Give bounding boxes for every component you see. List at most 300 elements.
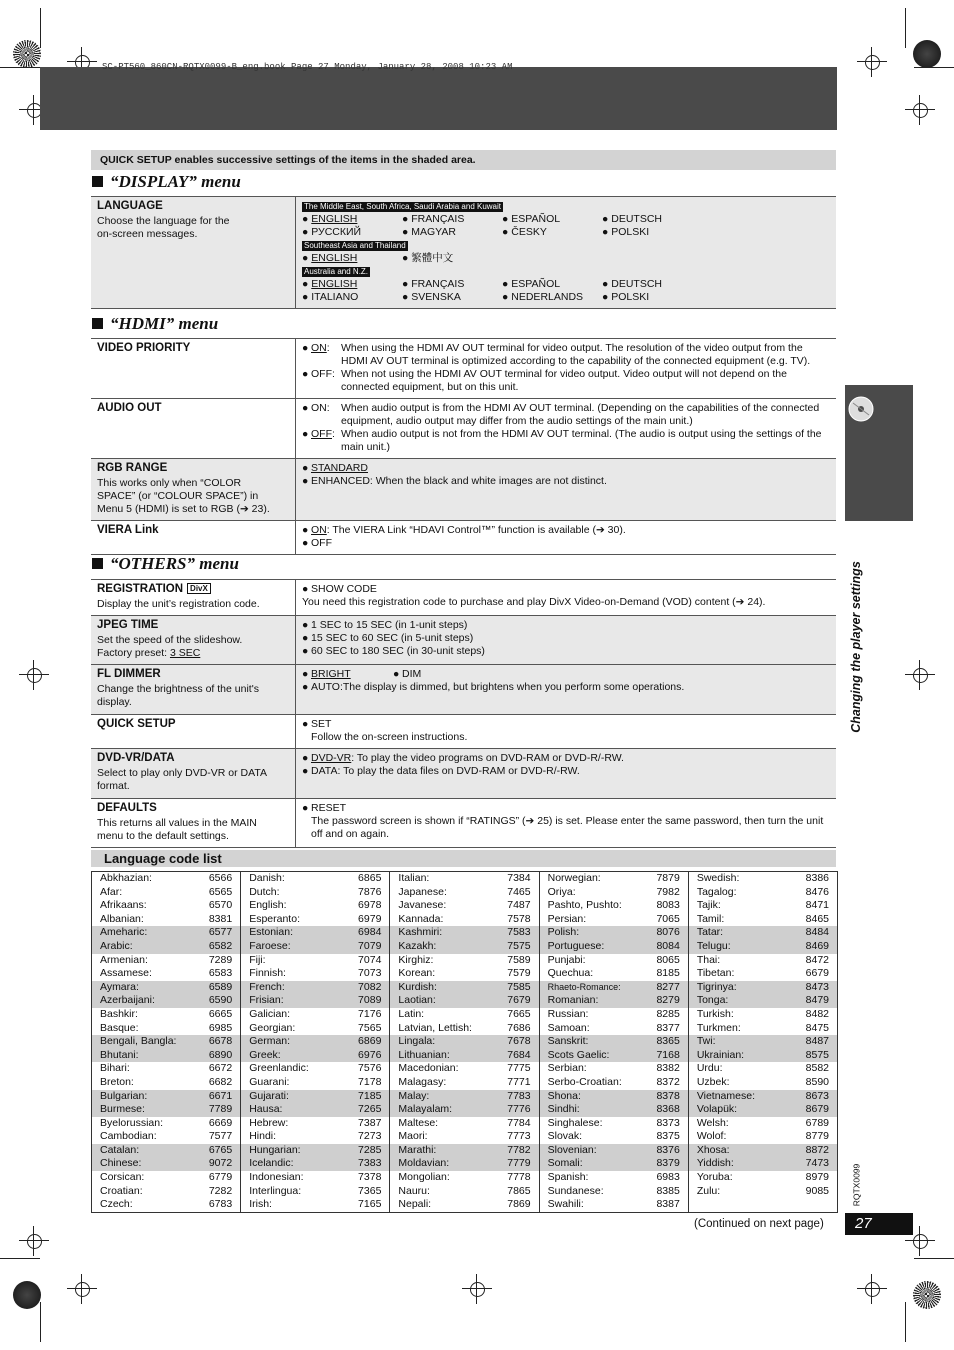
- language-code-row: [92, 1076, 240, 1090]
- language-code-row: [390, 1035, 538, 1049]
- language-name: Welsh:: [696, 1116, 729, 1129]
- language-code: 7378: [358, 1171, 382, 1184]
- language-name: Xhosa:: [696, 1143, 730, 1156]
- audio-out-label: AUDIO OUT: [97, 402, 162, 414]
- language-name: Abkhazian:: [100, 872, 152, 884]
- language-code: 6869: [358, 1035, 382, 1048]
- rgb-range-desc: This works only when “COLOR SPACE” (or “COLOUR SPACE”) in Menu 5 (HDMI) is set to RGB (➔ 23).: [97, 477, 270, 515]
- language-name: Gujarati:: [249, 1089, 289, 1102]
- language-name: Shona:: [547, 1089, 581, 1102]
- language-code: 7879: [656, 872, 680, 884]
- table-row: [91, 197, 836, 309]
- language-code-row: [540, 1157, 688, 1171]
- language-code-column: [92, 872, 241, 1212]
- language-code: 7487: [507, 899, 531, 912]
- quick-setup-label: QUICK SETUP: [97, 718, 176, 730]
- language-code: 6984: [358, 926, 382, 939]
- language-code-row: [689, 913, 837, 927]
- language-name: Tagalog:: [696, 885, 737, 898]
- others-menu-title: “OTHERS” menu: [92, 554, 239, 574]
- language-code: 6976: [358, 1048, 382, 1061]
- table-row: VIERA Link ● ON: The VIERA Link “HDAVI Control™” function is available (➔ 30). ● OFF: [91, 521, 836, 555]
- crosshair-mark-icon: [857, 1274, 887, 1304]
- language-code: 8472: [805, 953, 830, 966]
- language-code: 8385: [656, 1184, 680, 1197]
- language-code: 8779: [805, 1130, 830, 1143]
- language-code: 8379: [656, 1157, 680, 1170]
- language-name: Nauru:: [398, 1184, 430, 1197]
- language-code-row: [241, 1157, 389, 1171]
- crop-mark: [914, 67, 954, 68]
- language-code: 8575: [805, 1048, 830, 1061]
- language-code-row: [540, 1035, 688, 1049]
- crosshair-mark-icon: [905, 660, 935, 690]
- language-code: 8277: [656, 980, 680, 993]
- language-code: 7876: [358, 885, 382, 898]
- language-code-row: [92, 926, 240, 940]
- language-code-row: [390, 899, 538, 913]
- dvd-vr-data-label: DVD-VR/DATA: [97, 752, 175, 764]
- language-code-row: [92, 1117, 240, 1131]
- language-code: 7383: [358, 1157, 382, 1170]
- language-code: 8375: [656, 1130, 680, 1143]
- language-code: 8484: [805, 926, 830, 939]
- language-code-row: [540, 1198, 688, 1212]
- divx-badge: DivX: [187, 583, 211, 594]
- table-row: JPEG TIME Set the speed of the slideshow. Factory preset: 3 SEC ● 1 SEC to 15 SEC (in 1-unit steps) ● 15 SEC to 60 SEC (in 5-unit steps) ● 60 SEC to 180 SEC (in 30-unit steps): [91, 616, 836, 665]
- language-name: Wolof:: [696, 1130, 727, 1143]
- language-code: 7168: [656, 1048, 680, 1061]
- language-code-row: [689, 872, 837, 886]
- language-code-row: [241, 1198, 389, 1212]
- language-name: French:: [249, 980, 285, 993]
- language-name: Swahili:: [547, 1198, 584, 1211]
- language-code: 7982: [656, 885, 680, 898]
- language-name: Guarani:: [249, 1075, 290, 1088]
- language-code-column: [241, 872, 390, 1212]
- language-name: Swedish:: [696, 872, 740, 884]
- language-code-row: [540, 1185, 688, 1199]
- language-name: Afar:: [100, 885, 123, 898]
- language-code: 8475: [805, 1021, 830, 1034]
- language-code-row: [540, 967, 688, 981]
- language-code: 6983: [656, 1171, 680, 1184]
- language-code-row: [92, 886, 240, 900]
- region-label: Southeast Asia and Thailand: [304, 241, 406, 250]
- language-name: Assamese:: [100, 967, 152, 980]
- language-name: Samoan:: [547, 1021, 590, 1034]
- language-code: 7074: [358, 953, 382, 966]
- language-name: Bashkir:: [100, 1007, 138, 1020]
- language-code-row: [540, 1062, 688, 1076]
- language-code: 7365: [358, 1184, 382, 1197]
- language-name: Laotian:: [398, 994, 436, 1007]
- language-code-row: [92, 1185, 240, 1199]
- jpeg-time-label: JPEG TIME: [97, 619, 159, 631]
- language-code-row: [540, 981, 688, 995]
- language-code: 6665: [208, 1007, 233, 1020]
- language-code: 7679: [507, 994, 531, 1007]
- language-name: Greenlandic:: [249, 1062, 309, 1075]
- language-label: LANGUAGE: [97, 200, 163, 212]
- language-code-row: [241, 1062, 389, 1076]
- language-code-row: [390, 967, 538, 981]
- language-name: Malagasy:: [398, 1075, 447, 1088]
- language-code: 7565: [358, 1021, 382, 1034]
- language-name: Italian:: [398, 872, 430, 884]
- language-name: Finnish:: [249, 967, 286, 980]
- language-name: Punjabi:: [547, 953, 586, 966]
- language-code: 6979: [358, 912, 382, 925]
- language-name: Greek:: [249, 1048, 281, 1061]
- language-name: Tonga:: [696, 994, 729, 1007]
- language-code-row: [390, 1022, 538, 1036]
- language-code-row: [241, 886, 389, 900]
- language-name: Faroese:: [249, 939, 291, 952]
- language-code-row: [390, 1171, 538, 1185]
- language-code-row: [689, 1103, 837, 1117]
- language-code: 8368: [656, 1103, 680, 1116]
- language-code-row: [689, 1157, 837, 1171]
- language-code: 7178: [358, 1075, 382, 1088]
- language-code-row: [390, 981, 538, 995]
- language-name: Hebrew:: [249, 1116, 289, 1129]
- language-code: 6678: [208, 1035, 233, 1048]
- side-tab: [845, 385, 913, 521]
- language-name: Kurdish:: [398, 980, 437, 993]
- hdmi-menu-title: “HDMI” menu: [92, 314, 218, 334]
- crosshair-mark-icon: [462, 1274, 492, 1304]
- language-code-row: [689, 1171, 837, 1185]
- language-name: Volapük:: [696, 1103, 738, 1116]
- language-code-row: [241, 1049, 389, 1063]
- language-code-row: [92, 994, 240, 1008]
- file-header: SC-PT560_860CN-RQTX0099-B_eng.book Page 27 Monday, January 28, 2008 10:23 AM: [102, 62, 513, 72]
- language-code: 7384: [507, 872, 531, 884]
- language-code: 8590: [805, 1075, 830, 1088]
- language-code: 7665: [507, 1007, 531, 1020]
- language-code: 7273: [358, 1130, 382, 1143]
- continued-note: (Continued on next page): [694, 1218, 824, 1230]
- language-name: Yoruba:: [696, 1171, 733, 1184]
- registration-disc-icon: [13, 40, 41, 68]
- crosshair-mark-icon: [905, 95, 935, 125]
- language-code-row: [540, 1022, 688, 1036]
- language-name: Bulgarian:: [100, 1089, 148, 1102]
- language-code-row: [92, 1171, 240, 1185]
- language-code: 6682: [208, 1075, 233, 1088]
- language-name: Somali:: [547, 1157, 583, 1170]
- language-code-row: [390, 954, 538, 968]
- video-priority-label: VIDEO PRIORITY: [97, 342, 191, 354]
- language-name: Kirghiz:: [398, 953, 434, 966]
- language-code: 6779: [208, 1171, 233, 1184]
- language-code-row: [241, 1117, 389, 1131]
- language-code: 7773: [507, 1130, 531, 1143]
- language-code-row: [241, 1076, 389, 1090]
- language-name: Twi:: [696, 1035, 716, 1048]
- language-code-row: [390, 1062, 538, 1076]
- crosshair-mark-icon: [19, 660, 49, 690]
- fl-dimmer-label: FL DIMMER: [97, 668, 161, 680]
- language-code: 7578: [507, 912, 531, 925]
- language-name: Maori:: [398, 1130, 428, 1143]
- language-code-row: [92, 1049, 240, 1063]
- language-code: 7185: [358, 1089, 382, 1102]
- language-name: Vietnamese:: [696, 1089, 755, 1102]
- language-name: Yiddish:: [696, 1157, 734, 1170]
- language-name: Ukrainian:: [696, 1048, 745, 1061]
- language-code-row: [689, 967, 837, 981]
- crop-mark: [905, 1302, 906, 1342]
- language-name: Tigrinya:: [696, 980, 737, 993]
- language-name: Pashto, Pushto:: [547, 899, 622, 912]
- language-name: Tamil:: [696, 912, 725, 925]
- language-code-row: [241, 940, 389, 954]
- language-code: 8387: [656, 1198, 680, 1211]
- language-code: 7782: [507, 1143, 531, 1156]
- language-name: Icelandic:: [249, 1157, 294, 1170]
- language-code: 7869: [507, 1198, 531, 1211]
- jpeg-factory-preset: 3 SEC: [169, 647, 201, 659]
- language-code: 7783: [507, 1089, 531, 1102]
- language-code-table: [91, 871, 838, 1213]
- defaults-label: DEFAULTS: [97, 802, 157, 814]
- region-label: The Middle East, South Africa, Saudi Arabia and Kuwait: [304, 202, 502, 211]
- language-code-row: [540, 913, 688, 927]
- language-code-row: [92, 1008, 240, 1022]
- language-code-row: [92, 1144, 240, 1158]
- language-code: 7585: [507, 980, 531, 993]
- language-code: 8372: [656, 1075, 680, 1088]
- language-name: Indonesian:: [249, 1171, 304, 1184]
- language-code-row: [241, 899, 389, 913]
- crop-mark: [905, 8, 906, 48]
- language-code-row: [390, 926, 538, 940]
- viera-link-label: VIERA Link: [97, 524, 159, 536]
- language-code: 7073: [358, 967, 382, 980]
- language-code: 7079: [358, 939, 382, 952]
- language-code-row: [241, 913, 389, 927]
- crosshair-mark-icon: [19, 1226, 49, 1256]
- language-code: 8476: [805, 885, 830, 898]
- language-name: Interlingua:: [249, 1184, 302, 1197]
- doc-code: RQTX0099: [851, 1163, 862, 1207]
- language-name: Turkmen:: [696, 1021, 741, 1034]
- language-name: Breton:: [100, 1075, 134, 1088]
- language-code: 8473: [805, 980, 830, 993]
- language-code: 6783: [208, 1198, 233, 1211]
- language-code-row: [540, 1144, 688, 1158]
- language-name: Oriya:: [547, 885, 576, 898]
- language-name: Estonian:: [249, 926, 293, 939]
- language-name: Basque:: [100, 1021, 139, 1034]
- language-name: Malayalam:: [398, 1103, 453, 1116]
- language-code-row: [689, 1076, 837, 1090]
- language-code: 8076: [656, 926, 680, 939]
- language-name: Sanskrit:: [547, 1035, 589, 1048]
- language-code-row: [689, 1022, 837, 1036]
- language-code-row: [241, 1103, 389, 1117]
- language-name: Armenian:: [100, 953, 148, 966]
- language-code: 8378: [656, 1089, 680, 1102]
- language-code-row: [390, 1103, 538, 1117]
- language-code-row: [390, 1008, 538, 1022]
- language-code-row: [92, 1035, 240, 1049]
- language-name: Tajik:: [696, 899, 721, 912]
- language-name: Thai:: [696, 953, 721, 966]
- language-code-row: [540, 1049, 688, 1063]
- language-name: Singhalese:: [547, 1116, 603, 1129]
- language-code-row: [241, 954, 389, 968]
- table-row: RGB RANGE This works only when “COLOR SPACE” (or “COLOUR SPACE”) in Menu 5 (HDMI) is set to RGB (➔ 23). ● STANDARD ● ENHANCED: When the black and white images are not distinct.: [91, 459, 836, 521]
- language-code-row: [689, 1130, 837, 1144]
- language-name: Czech:: [100, 1198, 133, 1211]
- language-code: 8365: [656, 1035, 680, 1048]
- language-code: 7465: [507, 885, 531, 898]
- language-code-row: [689, 886, 837, 900]
- language-code-row: [390, 1157, 538, 1171]
- language-name: Sundanese:: [547, 1184, 604, 1197]
- language-code: 7583: [507, 926, 531, 939]
- language-code-row: [689, 899, 837, 913]
- language-code: 8376: [656, 1143, 680, 1156]
- language-code: 8872: [805, 1143, 830, 1156]
- table-row: VIDEO PRIORITY ● ON: When using the HDMI AV OUT terminal for video output. The resolution of the video output from the HDMI AV OUT terminal is optimized according to the capability of the connected equipment (e.g. TV). ● OFF: When not using the HDMI AV OUT terminal for video output. Video output will not depend on the connected equipment, but on this unit.: [91, 339, 836, 399]
- table-row: DEFAULTS This returns all values in the MAIN menu to the default settings. ● RESET The password screen is shown if “RATINGS” (➔ 25) is set. Please enter the same password, then turn the unit off and on again.: [91, 799, 836, 848]
- language-code: 8377: [656, 1021, 680, 1034]
- language-name: Chinese:: [100, 1157, 142, 1170]
- language-code-row: [689, 1035, 837, 1049]
- language-code-row: [241, 994, 389, 1008]
- registration-label: REGISTRATION DivX: [97, 583, 289, 596]
- language-code-row: [390, 1144, 538, 1158]
- language-code-row: [241, 1185, 389, 1199]
- language-name: Russian:: [547, 1007, 589, 1020]
- language-code: 8465: [805, 912, 830, 925]
- language-name: Arabic:: [100, 939, 133, 952]
- language-code-column: [390, 872, 539, 1212]
- language-name: Azerbaijani:: [100, 994, 155, 1007]
- language-name: Maltese:: [398, 1116, 439, 1129]
- language-options: ● ENGLISH ● FRANÇAIS ● ESPAÑOL ● DEUTSCH ● РУССКИЙ ● MAGYAR ● ČESKY ● POLSKI: [302, 213, 663, 238]
- language-code: 8471: [805, 899, 830, 912]
- language-code: 6669: [208, 1116, 233, 1129]
- registration-disc-icon: [913, 1281, 941, 1309]
- language-code: 8279: [656, 994, 680, 1007]
- language-code: 7282: [208, 1184, 233, 1197]
- display-menu-title: “DISPLAY” menu: [92, 172, 241, 192]
- language-name: Croatian:: [100, 1184, 143, 1197]
- language-code: 9072: [208, 1157, 233, 1170]
- table-row: QUICK SETUP ● SET Follow the on-screen instructions.: [91, 715, 836, 749]
- language-code-row: [540, 872, 688, 886]
- language-name: Nepali:: [398, 1198, 432, 1211]
- table-row: FL DIMMER Change the brightness of the unit's display. ● BRIGHT ● DIM ● AUTO:The display is dimmed, but brightens when you perform some operations.: [91, 665, 836, 715]
- language-code-row: [540, 1076, 688, 1090]
- language-name: Frisian:: [249, 994, 284, 1007]
- language-name: Javanese:: [398, 899, 447, 912]
- language-code-row: [92, 1130, 240, 1144]
- table-row: DVD-VR/DATA Select to play only DVD-VR or DATA format. ● DVD-VR: To play the video programs on DVD-RAM or DVD-R/-RW. ● DATA: To play the data files on DVD-RAM or DVD-R/-RW.: [91, 749, 836, 799]
- language-name: Burmese:: [100, 1103, 145, 1116]
- language-code-row: [689, 1062, 837, 1076]
- language-code-row: [92, 940, 240, 954]
- crop-mark: [0, 1258, 40, 1259]
- language-code: 7686: [507, 1021, 531, 1034]
- language-name: Uzbek:: [696, 1075, 730, 1088]
- language-name: Moldavian:: [398, 1157, 450, 1170]
- language-code-row: [92, 967, 240, 981]
- language-code-row: [689, 1049, 837, 1063]
- language-code: 7473: [805, 1157, 830, 1170]
- language-name: Kazakh:: [398, 939, 437, 952]
- language-code: 6570: [208, 899, 233, 912]
- language-name: Japanese:: [398, 885, 447, 898]
- language-code: 6583: [208, 967, 233, 980]
- language-code-column: [540, 872, 689, 1212]
- language-code-row: [92, 1022, 240, 1036]
- language-name: Bengali, Bangla:: [100, 1035, 177, 1048]
- language-code-row: [689, 1144, 837, 1158]
- table-row: AUDIO OUT ● ON: When audio output is from the HDMI AV OUT terminal. (Depending on the capabilities of the connected equipment, audio output may differ from the audio settings of the main unit.) ● OFF: When audio output is not from the HDMI AV OUT terminal. (The audio is output using the settings of the main unit.): [91, 399, 836, 459]
- table-row: REGISTRATION DivX Display the unit’s registration code. ● SHOW CODE You need this registration code to purchase and play DivX Video-on-Demand (VOD) content (➔ 24).: [91, 580, 836, 616]
- language-code: 6765: [208, 1143, 233, 1156]
- language-name: Ameharic:: [100, 926, 148, 939]
- language-code: 6671: [208, 1089, 233, 1102]
- language-code: 6566: [208, 872, 233, 884]
- language-code: 7289: [208, 953, 233, 966]
- language-code: 7778: [507, 1171, 531, 1184]
- language-code: 6590: [208, 994, 233, 1007]
- language-code: 6672: [208, 1062, 233, 1075]
- crosshair-mark-icon: [857, 47, 887, 77]
- language-name: Urdu:: [696, 1062, 723, 1075]
- language-code: 9085: [805, 1184, 830, 1197]
- language-code-row: [92, 872, 240, 886]
- language-code: 8065: [656, 953, 680, 966]
- language-name: Afrikaans:: [100, 899, 147, 912]
- language-name: Slovak:: [547, 1130, 583, 1143]
- language-code: 8373: [656, 1116, 680, 1129]
- language-code-row: [92, 981, 240, 995]
- language-code-row: [92, 1157, 240, 1171]
- language-code-row: [92, 954, 240, 968]
- language-name: Scots Gaelic:: [547, 1048, 610, 1061]
- language-code: 6565: [208, 885, 233, 898]
- language-name: Latvian, Lettish:: [398, 1021, 472, 1034]
- language-code-row: [540, 1090, 688, 1104]
- crop-mark: [40, 1302, 41, 1342]
- language-options: ● ENGLISH ● FRANÇAIS ● ESPAÑOL ● DEUTSCH ● ITALIANO ● SVENSKA ● NEDERLANDS ● POLSKI: [302, 278, 663, 303]
- language-code-row: [689, 1090, 837, 1104]
- language-code: 7082: [358, 980, 382, 993]
- page-number: 27: [845, 1213, 913, 1235]
- language-name: Serbian:: [547, 1062, 587, 1075]
- crop-mark: [0, 67, 40, 68]
- language-code: 7165: [358, 1198, 382, 1211]
- language-name: Albanian:: [100, 912, 144, 925]
- language-code: 6865: [358, 872, 382, 884]
- language-code-row: [241, 872, 389, 886]
- language-code: 6978: [358, 899, 382, 912]
- language-name: Tatar:: [696, 926, 724, 939]
- language-code-row: [92, 1198, 240, 1212]
- language-code: 6577: [208, 926, 233, 939]
- language-code: 8386: [805, 872, 830, 884]
- language-name: Dutch:: [249, 885, 280, 898]
- language-name: Bihari:: [100, 1062, 130, 1075]
